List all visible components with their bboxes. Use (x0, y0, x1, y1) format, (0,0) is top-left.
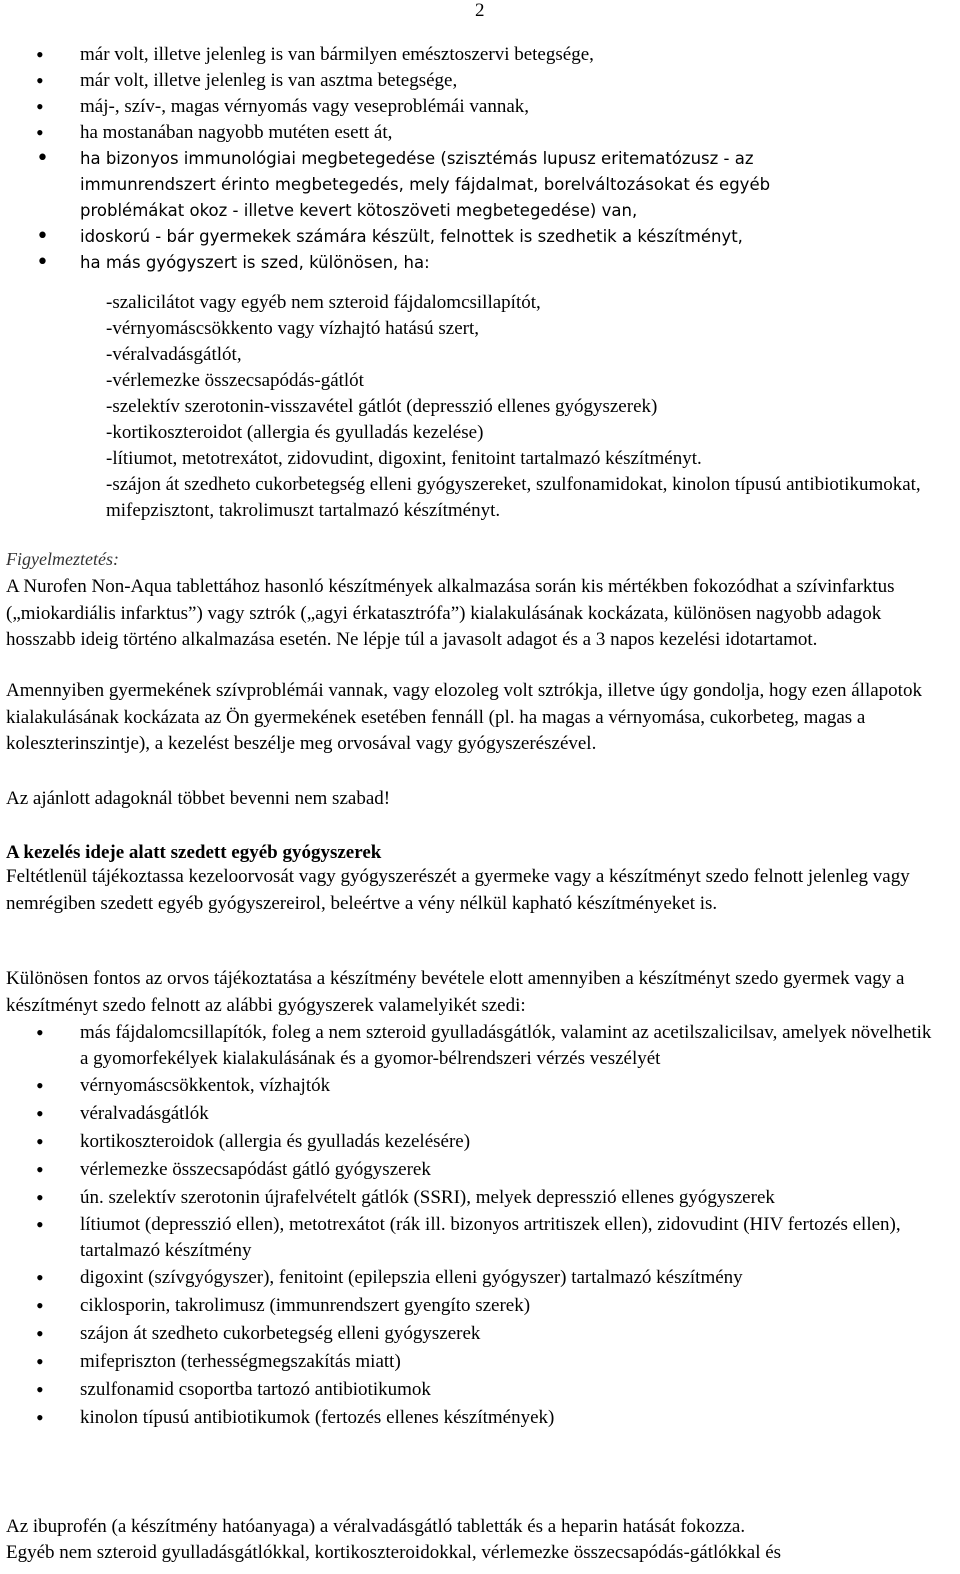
medication-sublist (0, 290, 950, 524)
sublist-item: -kortikoszteroidot (allergia és gyulladás kezelése) (106, 422, 484, 443)
list-item: • vérlemezke összecsapódást gátló gyógyszerek (0, 1156, 950, 1184)
list-item: • kortikoszteroidok (allergia és gyulladás kezelésére) (0, 1128, 950, 1156)
list-item: • ún. szelektív szerotonin újrafelvételt gátlók (SSRI), melyek depresszió ellenes gyógyszerek (0, 1184, 950, 1212)
list-item: • idoskorú - bár gyermekek számára készült, felnottek is szedhetik a készítményt, (0, 224, 950, 250)
list-item: • ciklosporin, takrolimusz (immunrendszert gyengíto szerek) (0, 1292, 950, 1320)
sublist-item: -véralvadásgátlót, (106, 344, 242, 365)
list-item: • digoxint (szívgyógyszer), fenitoint (epilepszia elleni gyógyszer) tartalmazó készítmény (0, 1264, 950, 1292)
interaction-list (0, 1020, 950, 1432)
footer-paragraph-1: Az ibuprofén (a készítmény hatóanyaga) a véralvadásgátló tabletták és a heparin hatását fokozza. (6, 1516, 746, 1537)
sublist-item: -szalicilátot vagy egyéb nem szteroid fájdalomcsillapítót, (106, 292, 541, 313)
page-number: 2 (475, 0, 485, 21)
list-item: • kinolon típusú antibiotikumok (fertozés ellenes készítmények) (0, 1404, 950, 1432)
sublist-item: -szelektív szerotonin-visszavétel gátlót (depresszió ellenes gyógyszerek) (106, 396, 658, 417)
sublist-item: -lítiumot, metotrexátot, zidovudint, digoxint, fenitoint tartalmazó készítményt. (106, 448, 702, 469)
section-paragraph-2: Különösen fontos az orvos tájékoztatása a készítmény bevétele elott amennyiben a készítményt szedo gyermek vagy a készítményt szedo felnott az alábbi gyógyszerek valamelyikét szedi: (6, 968, 905, 1016)
list-item: • ha bizonyos immunológiai megbetegedése (szisztémás lupusz eritematózusz - az immunrendszert érinto megbetegedés, mely fájdalmat, borelváltozásokat és egyéb problémákat okoz - illetve kevert kötoszöveti megbetegedése) van, (0, 146, 950, 224)
precaution-list (0, 42, 950, 276)
list-item: • mifepriszton (terhességmegszakítás miatt) (0, 1348, 950, 1376)
warning-paragraph-3: Az ajánlott adagoknál többet bevenni nem szabad! (6, 788, 391, 809)
sublist-item: -szájon át szedheto cukorbetegség elleni gyógyszereket, szulfonamidokat, kinolon típusú antibiotikumokat, mifepzisztont, takrolimuszt tartalmazó készítményt. (106, 474, 921, 521)
list-item: • vérnyomáscsökkentok, vízhajtók (0, 1072, 950, 1100)
sublist-item: -vérlemezke összecsapódás-gátlót (106, 370, 364, 391)
section-paragraph-1: Feltétlenül tájékoztassa kezeloorvosát vagy gyógyszerészét a gyermeke vagy a készítményt szedo felnott jelenleg vagy nemrégiben szedett egyéb gyógyszereirol, beleértve a vény nélkül kapható készítményeket is. (6, 866, 910, 914)
footer-paragraph-2: Egyéb nem szteroid gyulladásgátlókkal, kortikoszteroidokkal, vérlemezke összecsapódás-gátlókkal és (6, 1542, 782, 1563)
list-item: • már volt, illetve jelenleg is van asztma betegsége, (0, 68, 950, 94)
list-item: • véralvadásgátlók (0, 1100, 950, 1128)
list-item: • szájon át szedheto cukorbetegség elleni gyógyszerek (0, 1320, 950, 1348)
section-heading: A kezelés ideje alatt szedett egyéb gyógyszerek (6, 842, 382, 863)
list-item: • más fájdalomcsillapítók, foleg a nem szteroid gyulladásgátlók, valamint az acetilszalicilsav, amelyek növelhetik a gyomorfekélyek kialakulásának és a gyomor-bélrendszeri vérzés veszélyét (0, 1020, 950, 1072)
list-item: • ha mostanában nagyobb mutéten esett át, (0, 120, 950, 146)
sublist-item: -vérnyomáscsökkento vagy vízhajtó hatású szert, (106, 318, 480, 339)
list-item: • ha más gyógyszert is szed, különösen, ha: (0, 250, 950, 276)
list-item: • már volt, illetve jelenleg is van bármilyen emésztoszervi betegsége, (0, 42, 950, 68)
warning-paragraph-1: A Nurofen Non-Aqua tablettához hasonló készítmények alkalmazása során kis mértékben fokozódhat a szívinfarktus („miokardiális infarktus”) vagy sztrók („agyi érkatasztrófa”) kialakulásának kockázata, különösen nagyobb adagok hosszabb ideig történo alkalmazása esetén. Ne lépje túl a javasolt adagot és a 3 napos kezelési idotartamot. (6, 576, 895, 650)
list-item: • szulfonamid csoportba tartozó antibiotikumok (0, 1376, 950, 1404)
warning-title: Figyelmeztetés: (6, 549, 119, 569)
list-item: • lítiumot (depresszió ellen), metotrexátot (rák ill. bizonyos artritiszek ellen), zidovudint (HIV fertozés ellen), tartalmazó készítmény (0, 1212, 950, 1264)
warning-paragraph-2: Amennyiben gyermekének szívproblémái vannak, vagy elozoleg volt sztrókja, illetve úgy gondolja, hogy ezen állapotok kialakulásának kockázata az Ön gyermekének esetében fennáll (pl. ha magas a vérnyomása, cukorbeteg, magas a koleszterinszintje), a kezelést beszélje meg orvosával vagy gyógyszerészével. (6, 680, 922, 754)
list-item: • máj-, szív-, magas vérnyomás vagy veseproblémái vannak, (0, 94, 950, 120)
